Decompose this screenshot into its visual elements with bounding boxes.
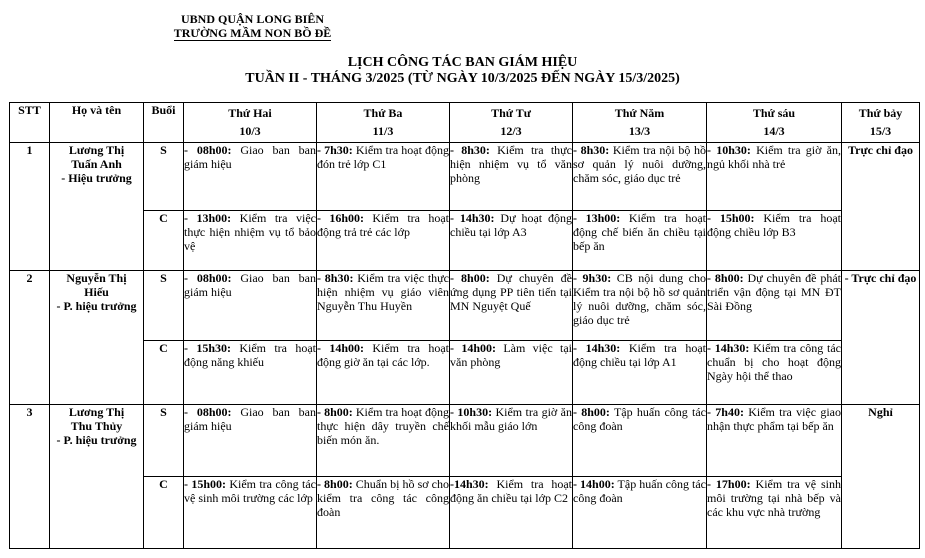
session-morning: S (144, 271, 184, 341)
schedule-cell: -14h30: Kiểm tra hoạt động ăn chiều tại lớp C2 (450, 477, 573, 549)
table-row (10, 405, 920, 477)
table-row (10, 271, 920, 341)
header-row (10, 103, 920, 143)
schedule-cell: - 8h30: Kiểm tra việc thực hiện nhiệm vụ giáo viên Nguyễn Thu Huyền (317, 271, 450, 341)
schedule-cell: - 08h00: Giao ban ban giám hiệu (184, 143, 317, 211)
schedule-cell: - 13h00: Kiểm tra hoạt động chế biến ăn chiều tại bếp ăn (573, 211, 707, 271)
schedule-cell: - 8h00: Kiểm tra hoạt động thực hiện dây truyền chế biến món ăn. (317, 405, 450, 477)
session-afternoon: C (144, 341, 184, 405)
col-day-wednesday: Thứ Tư 12/3 (450, 103, 573, 143)
saturday-cell: - Trực chỉ đạo (842, 271, 920, 405)
saturday-cell: Nghỉ (842, 405, 920, 549)
session-morning: S (144, 143, 184, 211)
col-stt: STT (10, 103, 50, 143)
district-name: UBND QUẬN LONG BIÊN (180, 12, 324, 26)
col-day-saturday: Thứ bảy 15/3 (842, 103, 920, 143)
session-afternoon: C (144, 477, 184, 549)
schedule-cell: - 8h30: Kiểm tra nội bộ hồ sơ quản lý nuôi dưỡng, chăm sóc, giáo dục trẻ (573, 143, 707, 211)
schedule-cell: - 15h00: Kiểm tra hoạt động chiều lớp B3 (707, 211, 842, 271)
person-name: Lương Thị Tuấn Anh - Hiệu trưởng (50, 143, 144, 271)
schedule-cell: - 08h00: Giao ban ban giám hiệu (184, 405, 317, 477)
schedule-cell: - 14h00: Làm việc tại văn phòng (450, 341, 573, 405)
schedule-title (0, 55, 925, 87)
col-day-tuesday: Thứ Ba 11/3 (317, 103, 450, 143)
table-row (10, 211, 920, 271)
schedule-cell: - 15h30: Kiểm tra hoạt động năng khiếu (184, 341, 317, 405)
schedule-cell: - 7h30: Kiểm tra hoạt động đón trẻ lớp C1 (317, 143, 450, 211)
schedule-cell: - 14h30: Kiểm tra công tác chuẩn bị cho hoạt động Ngày hội thể thao (707, 341, 842, 405)
session-afternoon: C (144, 211, 184, 271)
saturday-cell: Trực chỉ đạo (842, 143, 920, 271)
schedule-cell: - 13h00: Kiểm tra việc thực hiện nhiệm vụ tổ bảo vệ (184, 211, 317, 271)
schedule-cell: - 10h30: Kiểm tra giờ ăn, ngủ khối nhà trẻ (707, 143, 842, 211)
table-row (10, 341, 920, 405)
schedule-cell: - 15h00: Kiểm tra công tác vệ sinh môi trường các lớp (184, 477, 317, 549)
session-morning: S (144, 405, 184, 477)
col-name: Họ và tên (50, 103, 144, 143)
schedule-cell: - 08h00: Giao ban ban giám hiệu (184, 271, 317, 341)
row-stt: 2 (10, 271, 50, 405)
person-name: Lương Thị Thu Thủy - P. hiệu trưởng (50, 405, 144, 549)
schedule-cell: - 8h00: Tập huấn công tác công đoàn (573, 405, 707, 477)
schedule-cell: - 10h30: Kiểm tra giờ ăn khối mẫu giáo lớn (450, 405, 573, 477)
schedule-cell: - 14h30: Dự hoạt động chiều tại lớp A3 (450, 211, 573, 271)
col-session: Buổi (144, 103, 184, 143)
schedule-cell: - 8h00: Chuẩn bị hồ sơ cho kiểm tra công tác công đoàn (317, 477, 450, 549)
schedule-cell: - 16h00: Kiểm tra hoạt động trả trẻ các lớp (317, 211, 450, 271)
schedule-cell: - 14h00: Tập huấn công tác công đoàn (573, 477, 707, 549)
organization-header (150, 12, 355, 41)
schedule-cell: - 14h30: Kiểm tra hoạt động chiều tại lớp A1 (573, 341, 707, 405)
title-week: TUẦN II - THÁNG 3/2025 (TỪ NGÀY 10/3/2025 ĐẾN NGÀY 15/3/2025) (245, 71, 680, 86)
col-day-thursday: Thứ Năm 13/3 (573, 103, 707, 143)
schedule-cell: - 8h00: Dự chuyên đề ứng dụng PP tiên tiến tại MN Nguyệt Quế (450, 271, 573, 341)
person-name: Nguyễn Thị Hiếu - P. hiệu trưởng (50, 271, 144, 405)
row-stt: 1 (10, 143, 50, 271)
col-day-friday: Thứ sáu 14/3 (707, 103, 842, 143)
schedule-cell: - 14h00: Kiểm tra hoạt động giờ ăn tại các lớp. (317, 341, 450, 405)
schedule-cell: - 9h30: CB nội dung cho Kiểm tra nội bộ hồ sơ quản lý nuôi dưỡng, chăm sóc, giáo dục trẻ (573, 271, 707, 341)
row-stt: 3 (10, 405, 50, 549)
schedule-cell: - 17h00: Kiểm tra vệ sinh môi trường tại nhà bếp và các khu vực nhà trường (707, 477, 842, 549)
col-day-monday: Thứ Hai 10/3 (184, 103, 317, 143)
schedule-cell: - 8h00: Dự chuyên đề phát triển vận động tại MN ĐT Sài Đồng (707, 271, 842, 341)
school-name: TRƯỜNG MẦM NON BỒ ĐỀ (173, 26, 332, 40)
table-row (10, 477, 920, 549)
table-row (10, 143, 920, 211)
title-main: LỊCH CÔNG TÁC BAN GIÁM HIỆU (347, 55, 578, 70)
schedule-cell: - 7h40: Kiểm tra việc giao nhận thực phẩm tại bếp ăn (707, 405, 842, 477)
schedule-table (9, 102, 920, 549)
schedule-cell: - 8h30: Kiểm tra thực hiện nhiệm vụ tổ văn phòng (450, 143, 573, 211)
